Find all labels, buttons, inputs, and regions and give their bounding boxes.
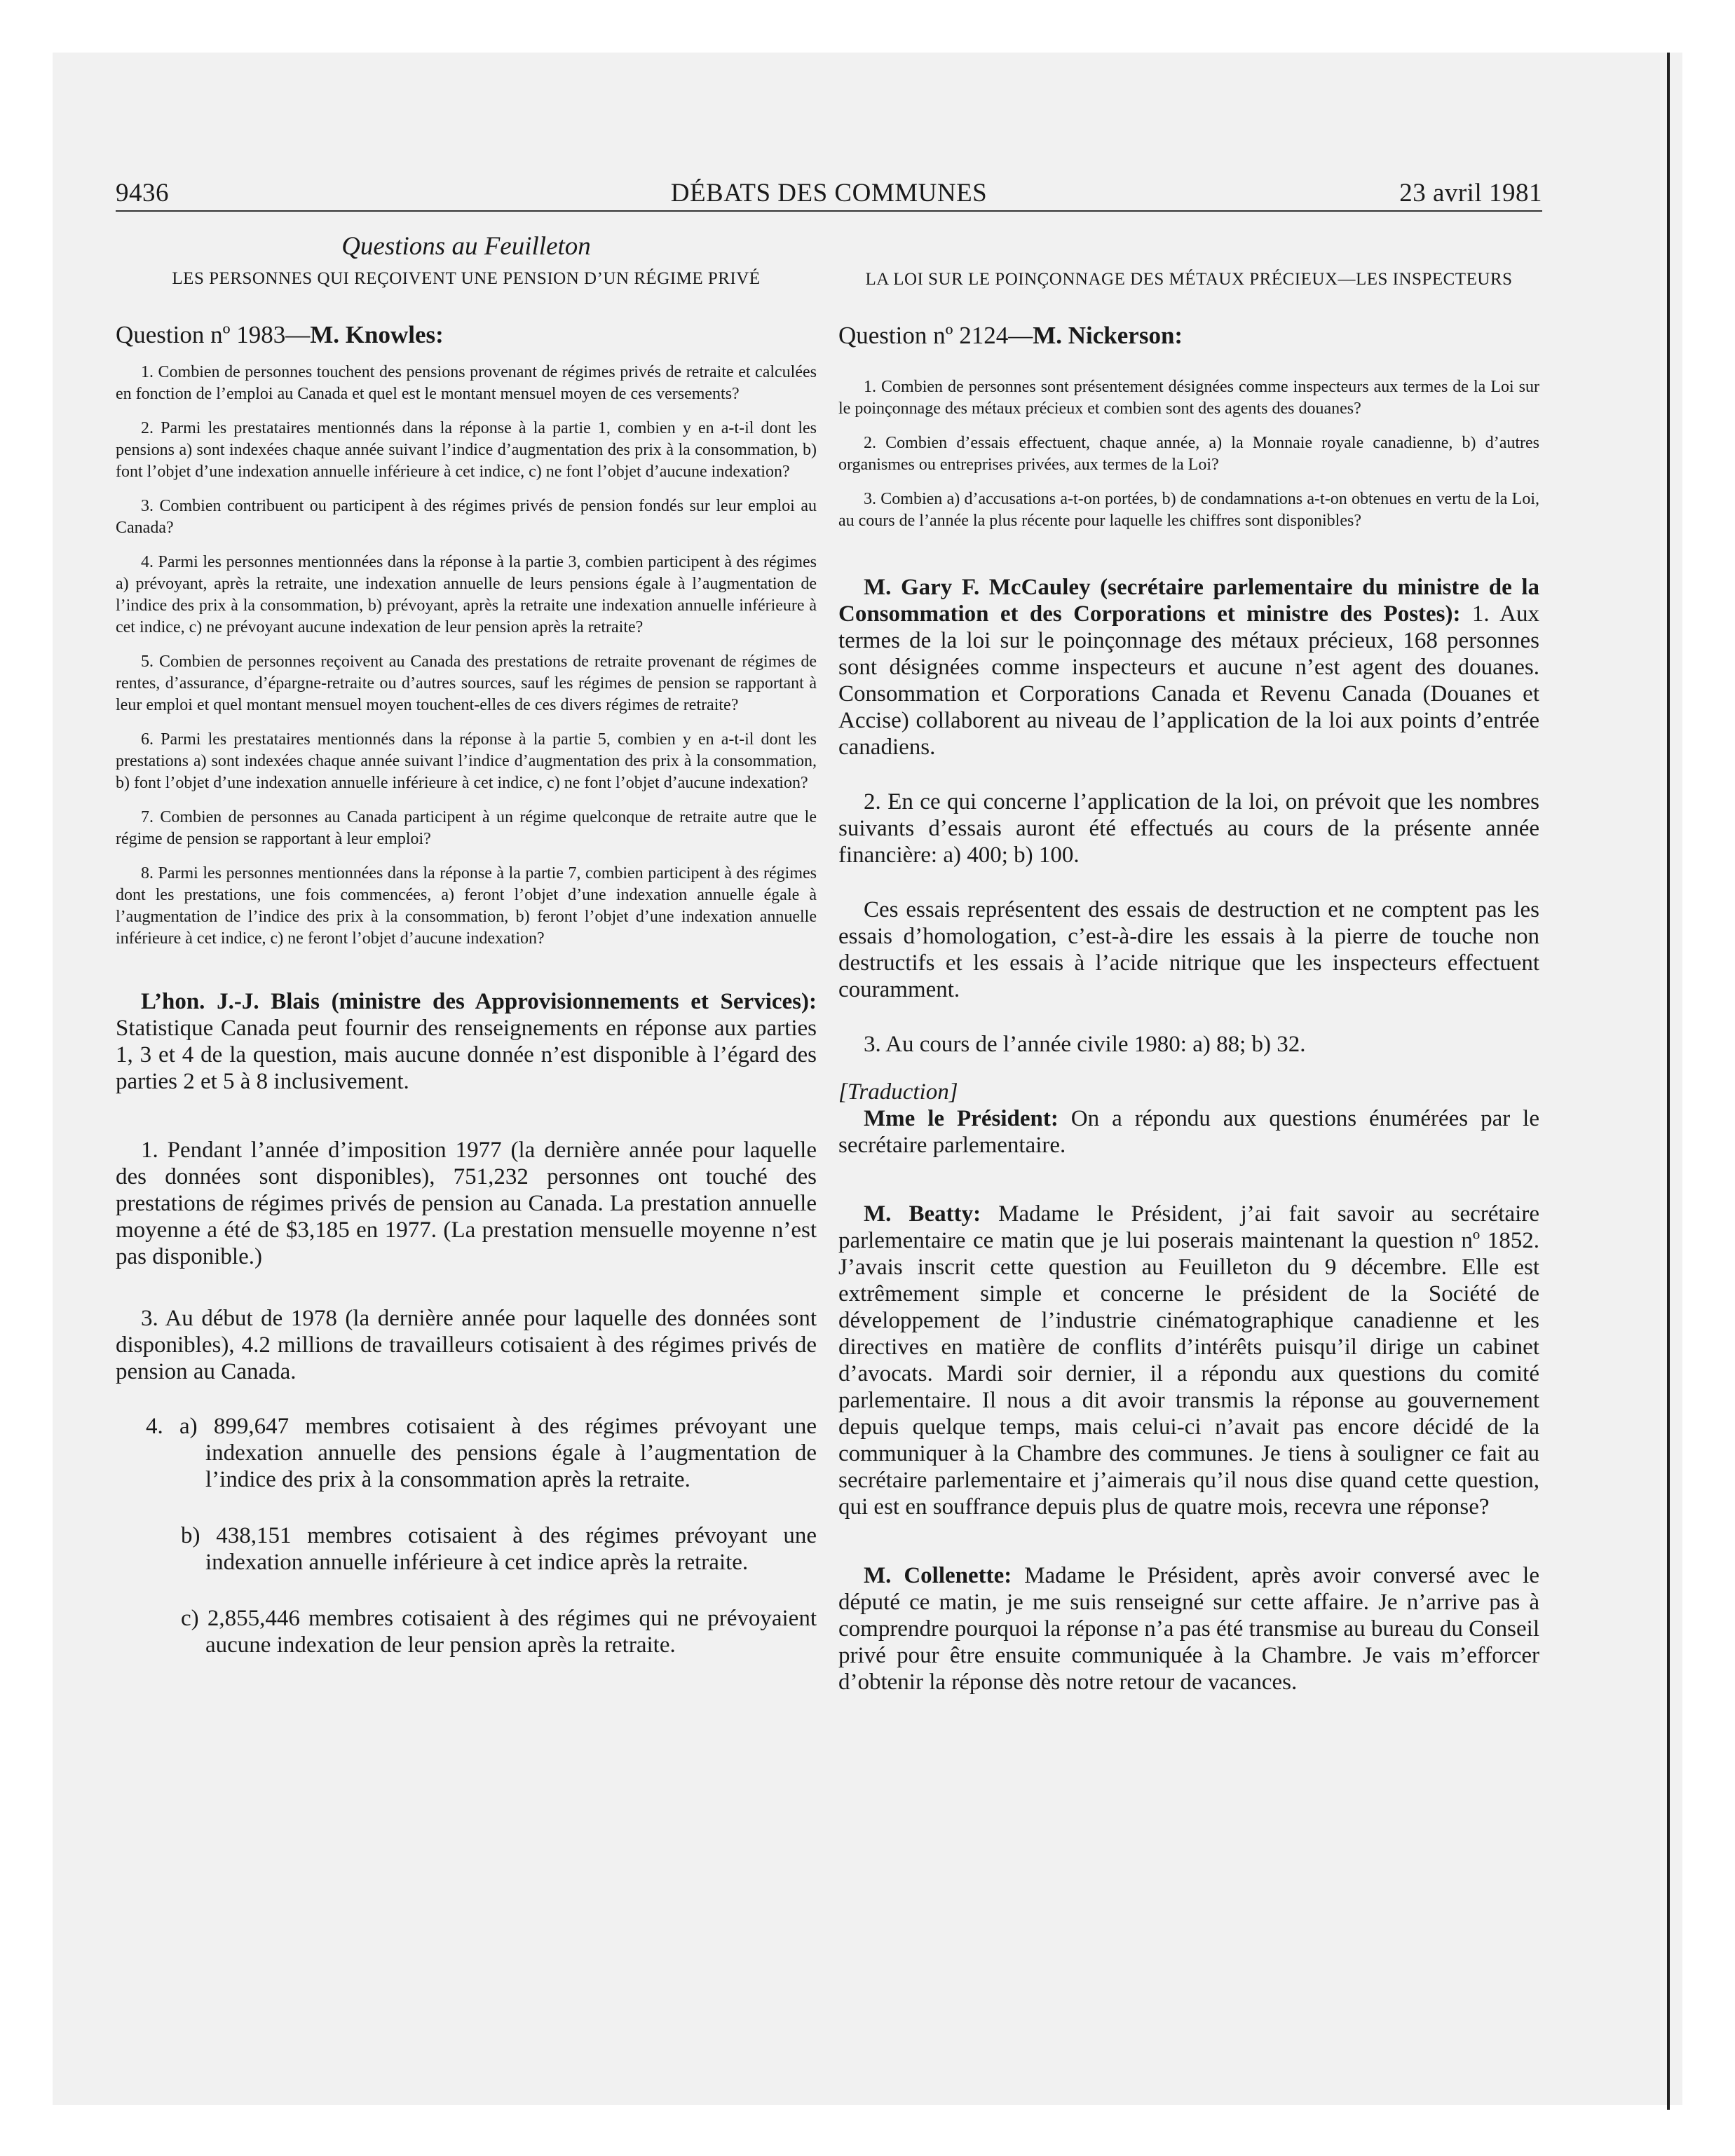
- question-item: 1. Combien de personnes touchent des pensions provenant de régimes privés de retraite et calculées en fonction de l’emploi au Canada et quel est le montant mensuel moyen de ces versements?: [116, 363, 817, 403]
- speaker: L’hon. J.-J. Blais (ministre des Approvisionnements et Services):: [141, 989, 817, 1014]
- page-header: [116, 178, 1542, 214]
- speaker: M. Beatty:: [864, 1201, 981, 1227]
- header-rule: [116, 210, 1542, 212]
- answer-text: Statistique Canada peut fournir des renseignements en réponse aux parties 1, 3 et 4 de la question, mais aucune donnée n’est disponible à l’égard des parties 2 et 5 à 8 inclusivement.: [116, 1016, 817, 1094]
- speaker: Mme le Président:: [864, 1106, 1059, 1131]
- beatty-remark: [838, 1201, 1539, 1520]
- collenette-remark: [838, 1562, 1539, 1696]
- answer-item: 3. Au début de 1978 (la dernière année pour laquelle des données sont disponibles), 4.2 millions de travailleurs cotisaient à des régimes privés de pension au Canada.: [116, 1306, 817, 1384]
- question-heading: [116, 321, 817, 349]
- translation-note: [Traduction]: [838, 1079, 958, 1105]
- left-column: [116, 231, 817, 1688]
- question-item: 2. Parmi les prestataires mentionnés dans la réponse à la partie 1, combien y en a-t-il dont les pensions a) sont indexées chaque année suivant l’indice d’augmentation des prix à la consommation, b) font l’objet d’une indexation annuelle inférieure à cet indice, c) ne font l’objet d’aucune indexation?: [116, 419, 817, 481]
- answer-text: 1. Aux termes de la loi sur le poinçonnage des métaux précieux, 168 personnes sont désignées comme inspecteurs et aucune n’est agent des douanes. Consommation et Corporations Canada et Revenu Canada (Douanes et Accise) collaborent au niveau de l’application de la loi aux points d’entrée canadiens.: [838, 601, 1539, 760]
- question-item: 5. Combien de personnes reçoivent au Canada des prestations de retraite provenant de régimes de rentes, d’assurance, d’épargne-retraite ou d’autres sources, sauf les régimes de pension se rapportant à leur emploi et quel montant mensuel moyen touchent-elles de ces divers régimes de retraite?: [116, 653, 817, 714]
- speaker: M. Gary F. McCauley (secrétaire parlementaire du ministre de la Consommation et des Corporations et ministre des Postes):: [838, 575, 1539, 627]
- section-title: Questions au Feuilleton: [341, 232, 591, 261]
- answer-paragraph: [838, 574, 1539, 760]
- question-item: 1. Combien de personnes sont présentement désignées comme inspecteurs aux termes de la Loi sur le poinçonnage des métaux précieux et combien sont des agents des douanes?: [838, 378, 1539, 418]
- topic-heading: LA LOI SUR LE POINÇONNAGE DES MÉTAUX PRÉCIEUX—LES INSPECTEURS: [865, 270, 1513, 289]
- answer-item: 2. En ce qui concerne l’application de la loi, on prévoit que les nombres suivants d’essais auront été effectués au cours de la présente année financière: a) 400; b) 100.: [838, 789, 1539, 868]
- answer-paragraph: [116, 988, 817, 1095]
- answer-item: Ces essais représentent des essais de destruction et ne comptent pas les essais d’homologation, c’est-à-dire les essais à la pierre de touche non destructifs et les essais à l’acide nitrique que les inspecteurs effectuent couramment.: [838, 897, 1539, 1002]
- page-edge-rule: [1667, 53, 1670, 2110]
- remark-text: Madame le Président, après avoir conversé avec le député ce matin, je me suis renseigné sur cette affaire. Je n’arrive pas à comprendre pourquoi la réponse n’a pas été transmise au bureau du Conseil privé pour être ensuite communiquée à la Chambre. Je vais m’efforcer d’obtenir la réponse dès notre retour de vacances.: [838, 1563, 1540, 1695]
- question-author: M. Nickerson:: [1033, 322, 1183, 349]
- question-item: 3. Combien a) d’accusations a-t-on portées, b) de condamnations a-t-on obtenues en vertu de la Loi, au cours de l’année la plus récente pour laquelle les chiffres sont disponibles?: [838, 490, 1539, 530]
- topic-heading: LES PERSONNES QUI REÇOIVENT UNE PENSION D’UN RÉGIME PRIVÉ: [172, 269, 761, 288]
- publication-date: 23 avril 1981: [1399, 179, 1542, 207]
- question-author: M. Knowles:: [310, 321, 444, 348]
- answer-item: 3. Au cours de l’année civile 1980: a) 88; b) 32.: [864, 1032, 1306, 1057]
- question-heading: [838, 322, 1539, 350]
- page-number: 9436: [116, 179, 169, 207]
- president-remark: [838, 1105, 1539, 1159]
- answer-item: 1. Pendant l’année d’imposition 1977 (la dernière année pour laquelle des données sont disponibles), 751,232 personnes ont touché des prestations de régimes privés de pension au Canada. La prestation annuelle moyenne a été de $3,185 en 1977. (La prestation mensuelle moyenne n’est pas disponible.): [116, 1138, 817, 1269]
- question-item: 3. Combien contribuent ou participent à des régimes privés de pension fondés sur leur emploi au Canada?: [116, 497, 817, 537]
- question-label: Question nº 2124—: [838, 322, 1033, 349]
- speaker: M. Collenette:: [864, 1563, 1012, 1588]
- question-label: Question nº 1983—: [116, 321, 311, 348]
- question-item: 7. Combien de personnes au Canada participent à un régime quelconque de retraite autre que le régime de pension se rapportant à leur emploi?: [116, 808, 817, 848]
- publication-title: DÉBATS DES COMMUNES: [670, 179, 988, 207]
- answer-subitem: c) 2,855,446 membres cotisaient à des régimes qui ne prévoyaient aucune indexation de leur pension après la retraite.: [181, 1606, 817, 1658]
- right-column: [838, 231, 1539, 1724]
- answer-subitem: 4. a) 899,647 membres cotisaient à des régimes prévoyant une indexation annuelle des pensions égale à l’augmentation de l’indice des prix à la consommation après la retraite.: [146, 1414, 817, 1492]
- question-item: 6. Parmi les prestataires mentionnés dans la réponse à la partie 5, combien y en a-t-il dont les prestations a) sont indexées chaque année suivant l’indice d’augmentation des prix à la consommation, b) font l’objet d’une indexation annuelle inférieure à cet indice, c) ne font l’objet d’aucune indexation?: [116, 730, 817, 792]
- question-item: 4. Parmi les personnes mentionnées dans la réponse à la partie 3, combien participent à des régimes a) prévoyant, après la retraite, une indexation annuelle de leurs pensions égale à l’augmentation de l’indice des prix à la consommation, b) prévoyant, après la retraite une indexation annuelle inférieure à cet indice, c) ne prévoyant aucune indexation de leur pension après la retraite?: [116, 553, 817, 636]
- remark-text: On a répondu aux questions énumérées par le secrétaire parlementaire.: [838, 1106, 1539, 1158]
- question-item: 8. Parmi les personnes mentionnées dans la réponse à la partie 7, combien participent à des régimes dont les prestations, une fois commencées, a) feront l’objet d’une indexation annuelle égale à l’augmentation de l’indice des prix à la consommation, b) feront l’objet d’une indexation annuelle inférieure à cet indice, c) ne feront l’objet d’aucune indexation?: [116, 864, 817, 948]
- answer-subitem: b) 438,151 membres cotisaient à des régimes prévoyant une indexation annuelle inférieure à cet indice après la retraite.: [181, 1523, 817, 1575]
- question-item: 2. Combien d’essais effectuent, chaque année, a) la Monnaie royale canadienne, b) d’autres organismes ou entreprises privées, aux termes de la Loi?: [838, 434, 1539, 474]
- remark-text: Madame le Président, j’ai fait savoir au secrétaire parlementaire ce matin que je lui poserais maintenant la question nº 1852. J’avais inscrit cette question au Feuilleton du 9 décembre. Elle est extrêmement simple et concerne le président de la Société de développement de l’industrie cinématographique canadienne et les directives en matière de conflits d’intérêts puisqu’il dirige un cabinet d’avocats. Mardi soir dernier, il a répondu aux questions du comité parlementaire. Il nous a dit avoir transmis la réponse au gouvernement depuis quelque temps, mais celui-ci n’avait pas encore décidé de la communiquer à la Chambre des communes. Je tiens à souligner ce fait au secrétaire parlementaire et j’aimerais qu’il nous dise quand cette question, qui est en souffrance depuis plus de quatre mois, recevra une réponse?: [838, 1201, 1539, 1520]
